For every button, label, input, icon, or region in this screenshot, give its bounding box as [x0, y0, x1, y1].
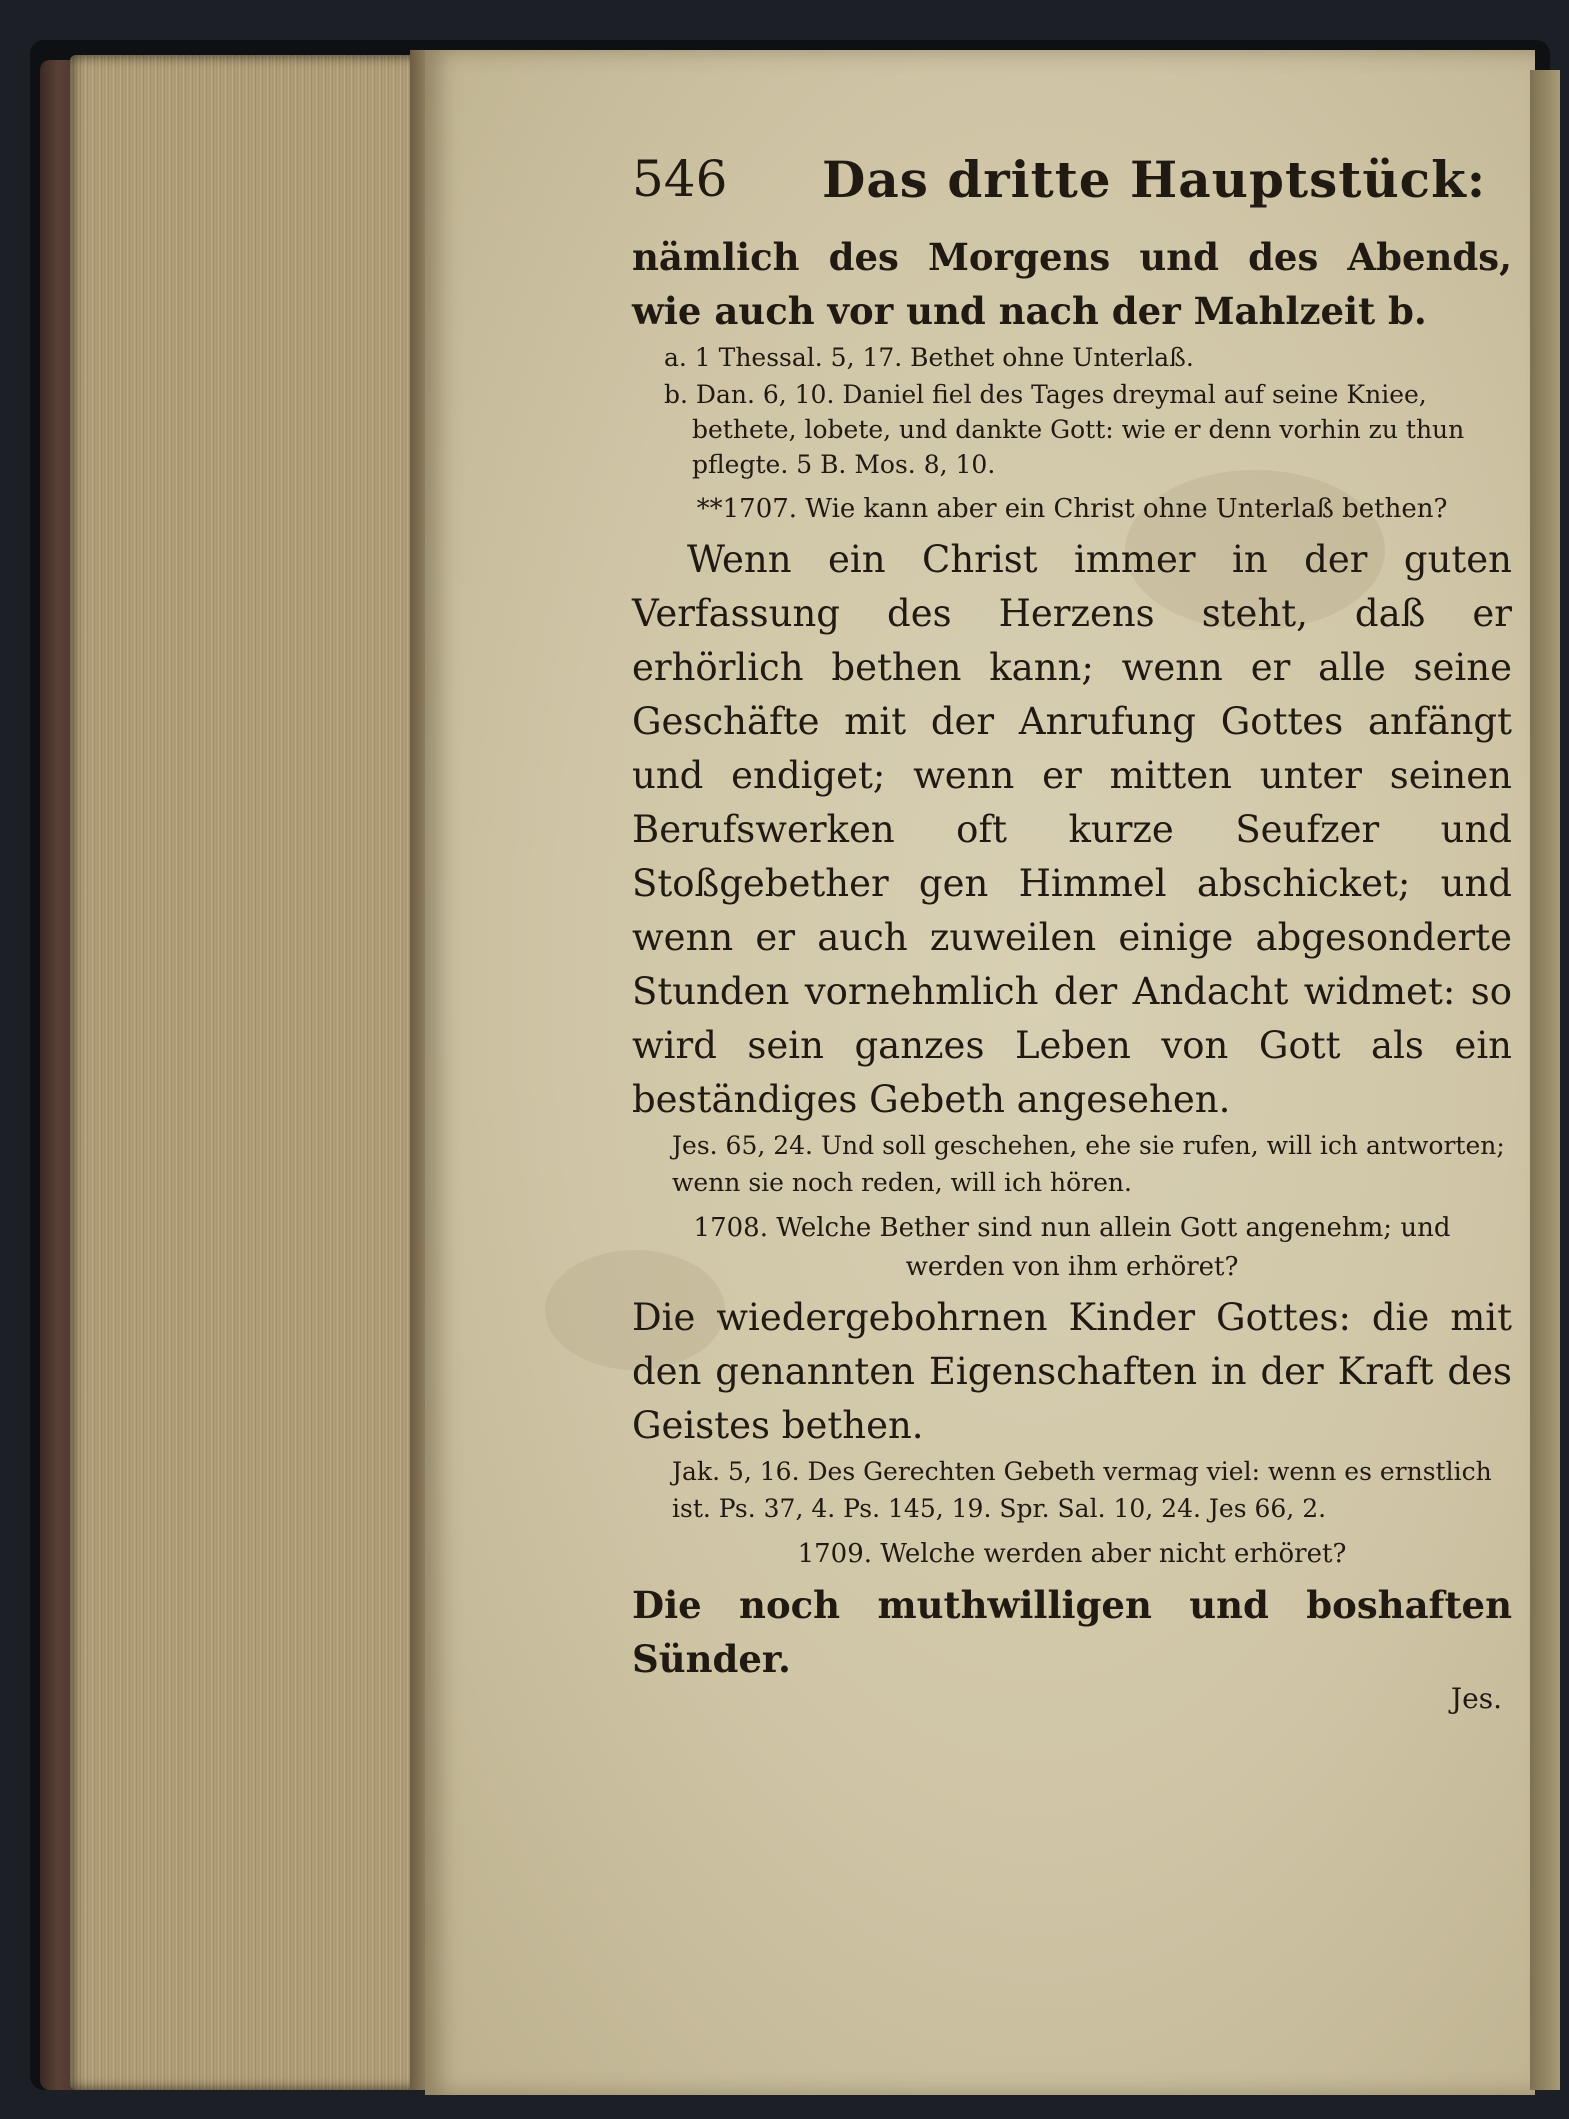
scripture-reference-1708: Jak. 5, 16. Des Gerechten Gebeth vermag viel: wenn es ernstlich ist. Ps. 37, 4. Ps. 145, 19. Spr. Sal. 10, 24. Jes 66, 2.: [672, 1457, 1492, 1523]
answer-1707: Wenn ein Christ immer in der guten Verfassung des Herzens steht, daß er erhörlich bethen kann; wenn er alle seine Geschäfte mit der Anrufung Gottes anfängt und endiget; wenn er mitten unter seinen Berufswerken oft kurze Seufzer und Stoßgebether gen Himmel abschicket; und wenn er auch zuweilen einige abgesonderte Stunden vornehmlich der Andacht widmet: so wird sein ganzes Leben von Gott als ein beständiges Gebeth angesehen.: [632, 538, 1512, 1121]
scripture-reference-1707: Jes. 65, 24. Und soll geschehen, ehe sie rufen, will ich antworten; wenn sie noch reden, will ich hören.: [672, 1131, 1505, 1197]
catchword: Jes.: [1450, 1682, 1502, 1715]
question-1708: 1708. Welche Bether sind nun allein Gott angenehm; und werden von ihm erhöret?: [693, 1213, 1451, 1282]
page-block-edges: [70, 55, 430, 2090]
page-text-block: [632, 150, 1512, 1715]
next-page-edge: [1530, 70, 1560, 2090]
continuation-paragraph: nämlich des Morgens und des Abends, wie auch vor und nach der Mahlzeit b.: [632, 235, 1512, 333]
running-head: Das dritte Hauptstück:: [822, 150, 1487, 209]
answer-1709: Die noch muthwilligen und boshaften Sünder.: [632, 1583, 1512, 1681]
question-1707: **1707. Wie kann aber ein Christ ohne Unterlaß bethen?: [696, 494, 1448, 524]
question-1709: 1709. Welche werden aber nicht erhöret?: [797, 1539, 1347, 1569]
page-number: 546: [632, 150, 728, 208]
page-header: [632, 150, 1512, 230]
footnote-a: a. 1 Thessal. 5, 17. Bethet ohne Unterlaß.: [664, 343, 1194, 372]
answer-1708: Die wiedergebohrnen Kinder Gottes: die mit den genannten Eigenschaften in der Kraft des Geistes bethen.: [632, 1296, 1512, 1447]
footnote-b: b. Dan. 6, 10. Daniel fiel des Tages dreymal auf seine Kniee, bethete, lobete, und dankte Gott: wie er denn vorhin zu thun pflegte. 5 B. Mos. 8, 10.: [664, 380, 1465, 479]
